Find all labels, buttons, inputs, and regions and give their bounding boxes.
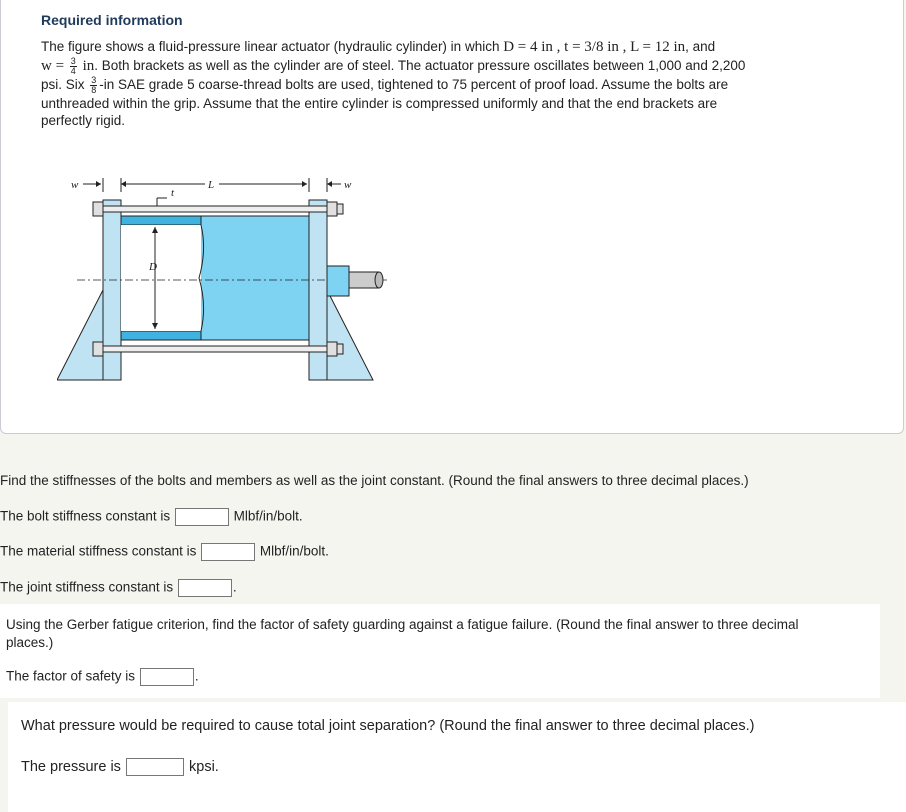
dimension-values: D = 4 in , t = 3/8 in , L = 12 in xyxy=(503,39,686,55)
bolt-stiffness-input[interactable] xyxy=(175,508,229,526)
rod-gland xyxy=(327,266,349,296)
stiffness-question-section xyxy=(0,460,906,600)
w-fraction: $\frac{3}{4}$ xyxy=(70,55,76,76)
material-stiffness-input[interactable] xyxy=(201,543,255,561)
factor-of-safety-row: The factor of safety is . xyxy=(6,668,199,686)
bottom-tie-rod xyxy=(93,346,343,352)
info-title: Required information xyxy=(41,12,183,28)
q2-prompt-line1: Using the Gerber fatigue criterion, find the factor of safety guarding against a fatigue failure. (Round the final answer to three decimal xyxy=(6,617,799,632)
joint-constant-row: The joint stiffness constant is . xyxy=(0,579,237,597)
joint-constant-input[interactable] xyxy=(178,579,232,597)
pressure-row: The pressure is kpsi. xyxy=(21,758,219,775)
pressure-input[interactable] xyxy=(126,758,184,776)
separation-question-section xyxy=(8,702,906,812)
factor-of-safety-input[interactable] xyxy=(140,668,194,686)
q1-prompt: Find the stiffnesses of the bolts and members as well as the joint constant. (Round the final answers to three decimal places.) xyxy=(0,473,749,488)
q3-prompt: What pressure would be required to cause total joint separation? (Round the final answer to three decimal places.) xyxy=(21,718,755,734)
label-D: D xyxy=(149,261,157,273)
label-t: t xyxy=(171,187,175,199)
left-bracket xyxy=(103,200,121,380)
hydraulic-cylinder-figure xyxy=(57,170,397,400)
q2-prompt-line2: places.) xyxy=(6,635,54,650)
material-stiffness-row: The material stiffness constant is Mlbf/in/bolt. xyxy=(0,543,329,561)
label-w-left: w xyxy=(71,179,79,191)
bolt-stiffness-row: The bolt stiffness constant is Mlbf/in/bolt. xyxy=(0,508,303,526)
fatigue-question-section xyxy=(0,604,880,698)
right-bracket xyxy=(309,200,327,380)
label-w-right: w xyxy=(344,179,352,191)
problem-statement: The figure shows a fluid-pressure linear actuator (hydraulic cylinder) in which D = 4 in , t = 3/8 in , L = 12 in, and w = $\frac{3}{4}$ in. Both brackets as well as the cylinder are of steel. The actuator pressure oscillates between 1,000 and 2,200 psi. Six $\frac{3}{8}$ -in SAE grade 5 coarse-thread bolts are used, tightened to 75 percent of proof load. Assume the bolts are unthreaded within the grip. Assume that the entire cylinder is compressed uniformly and that the end brackets are perfectly rigid. xyxy=(41,39,746,128)
label-L: L xyxy=(208,179,215,191)
left-support xyxy=(57,290,103,380)
top-tie-rod xyxy=(93,206,343,212)
right-support xyxy=(327,290,373,380)
bolt-size-fraction: $\frac{3}{8}$ xyxy=(91,74,97,95)
